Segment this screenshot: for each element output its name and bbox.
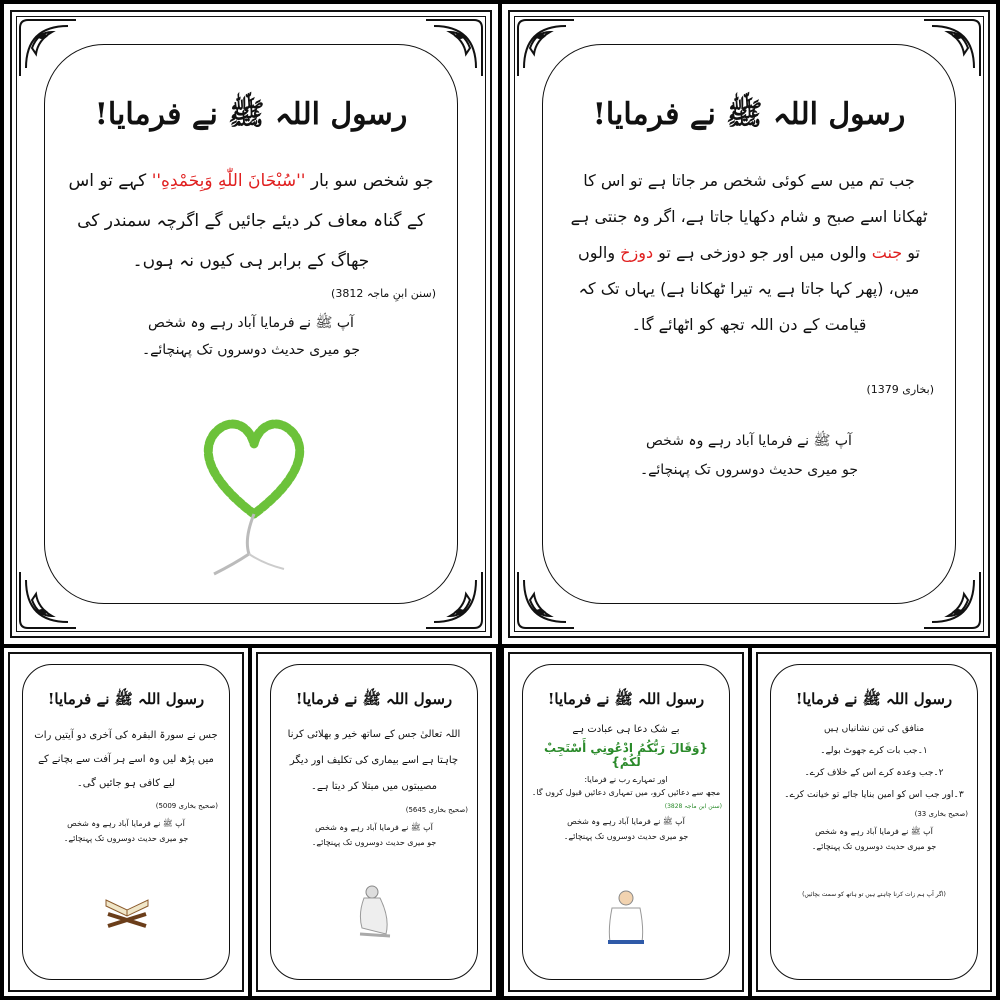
heart-beads-icon (194, 414, 314, 584)
corner-ornament-icon (18, 18, 78, 78)
corner-ornament-icon (516, 18, 576, 78)
footer-line-2: جو میری حدیث دوسروں تک پہنچائے۔ (63, 834, 189, 843)
hadith-text-1: بے شک دعا ہی عبادت ہے (572, 724, 680, 735)
hadith-text: جب تم میں سے کوئی شخص مر جاتا ہے تو اس کا ٹھکانا اسے صبح و شام دکھایا جاتا ہے، اگر وہ جنتی ہے تو جنت والوں میں اور جو دوزخی ہے تو دوزخ والوں میں، (پھر کہا جاتا ہے یہ تیرا ٹھکانا ہے) یہاں تک کہ قیامت کے دن اللہ تجھ کو اٹھائے گا۔ (570, 171, 928, 334)
hadith-text-3: مجھ سے دعائیں کرو، میں تمہاری دعائیں قبول کروں گا۔ (531, 788, 721, 797)
footer-line-2: جو میری حدیث دوسروں تک پہنچائے۔ (811, 842, 937, 851)
hadith-poster-5 (504, 648, 748, 996)
hadith-poster-1 (4, 4, 498, 644)
footer-line-1: آپ ﷺ نے فرمایا آباد رہے وہ شخص (567, 817, 685, 826)
list-item: ۲۔جب وعدہ کرے اس کے خلاف کرے۔ (804, 768, 944, 778)
hadith-reference: (بخاری 1379) (866, 383, 934, 396)
footer-line-1: آپ ﷺ نے فرمایا آباد رہے وہ شخص (815, 827, 933, 836)
hadith-reference: (سنن ابن ماجہ 3828) (664, 803, 722, 810)
word-jannat: جنت (871, 243, 903, 262)
quran-verse: {وَقَالَ رَبُّكُمُ ادْعُونِي أَسْتَجِبْ لَكُمْ} (544, 741, 708, 769)
page-title: رسول اللہ ﷺ نے فرمایا! (547, 690, 705, 708)
footer-line-2: جو میری حدیث دوسروں تک پہنچائے۔ (563, 832, 689, 841)
man-prostration-icon (352, 884, 396, 940)
hadith-text: اللہ تعالیٰ جس کے ساتھ خیر و بھلائی کرنا چاہتا ہے اسے بیماری کی تکلیف اور دیگر مصیبتوں میں مبتلا کر دیتا ہے۔ (287, 729, 461, 792)
hadith-poster-4 (252, 648, 496, 996)
corner-ornament-icon (424, 570, 484, 630)
hadith-poster-2 (502, 4, 996, 644)
hadith-reference: (صحیح بخاری 33) (914, 810, 968, 818)
page-title: رسول اللہ ﷺ نے فرمایا! (94, 97, 408, 132)
highlighted-phrase: ''سُبْحَانَ اللّٰهِ وَبِحَمْدِهِ'' (151, 171, 306, 191)
footer-line-1: آپ ﷺ نے فرمایا آباد رہے وہ شخص (148, 315, 354, 331)
hadith-reference: (صحیح بخاری 5645) (405, 806, 468, 814)
corner-ornament-icon (18, 570, 78, 630)
list-item: ۱۔جب بات کرے جھوٹ بولے۔ (820, 746, 928, 756)
hadith-text: جو شخص سو بار ''سُبْحَانَ اللّٰهِ وَبِحَمْدِهِ'' کہے تو اس کے گناہ معاف کر دیئے جائیں گے اگرچہ سمندر کی جھاگ کے برابر ہی کیوں نہ ہوں۔ (68, 171, 434, 271)
page-title: رسول اللہ ﷺ نے فرمایا! (592, 97, 906, 132)
hadith-text: جس نے سورۃ البقرہ کی آخری دو آیتیں رات میں پڑھ لیں وہ اسے ہر آفت سے بچانے کے لیے کافی ہو جائیں گی۔ (34, 730, 218, 789)
hadith-poster-3 (4, 648, 248, 996)
footer-line-2: جو میری حدیث دوسروں تک پہنچائے۔ (639, 462, 859, 478)
corner-ornament-icon (922, 18, 982, 78)
page-title: رسول اللہ ﷺ نے فرمایا! (795, 690, 953, 708)
hadith-poster-6 (752, 648, 996, 996)
corner-ornament-icon (516, 570, 576, 630)
hadith-text-2: اور تمہارے رب نے فرمایا: (584, 775, 668, 784)
man-dua-icon (602, 888, 650, 946)
bottom-note: (اگر آپ ہم زات کرنا چاہتے ہیں تو ہاتھ کو سمت بچائیں) (802, 891, 946, 898)
footer-line-1: آپ ﷺ نے فرمایا آباد رہے وہ شخص (67, 819, 185, 828)
footer-line-2: جو میری حدیث دوسروں تک پہنچائے۔ (141, 342, 361, 358)
list-item: ۳۔اور جب اس کو امین بنایا جائے تو خیانت کرے۔ (784, 790, 964, 800)
footer-line-1: آپ ﷺ نے فرمایا آباد رہے وہ شخص (646, 433, 852, 449)
quran-stand-icon (102, 886, 152, 930)
footer-line-1: آپ ﷺ نے فرمایا آباد رہے وہ شخص (315, 823, 433, 832)
hadith-intro: منافق کی تین نشانیاں ہیں (823, 724, 925, 734)
corner-ornament-icon (922, 570, 982, 630)
page-title: رسول اللہ ﷺ نے فرمایا! (47, 690, 205, 708)
corner-ornament-icon (424, 18, 484, 78)
page-title: رسول اللہ ﷺ نے فرمایا! (295, 690, 453, 708)
footer-line-2: جو میری حدیث دوسروں تک پہنچائے۔ (311, 838, 437, 847)
hadith-reference: (صحیح بخاری 5009) (155, 802, 218, 810)
hadith-reference: (سنن ابنِ ماجہ 3812) (331, 287, 436, 300)
word-dozakh: دوزخ (620, 243, 654, 262)
